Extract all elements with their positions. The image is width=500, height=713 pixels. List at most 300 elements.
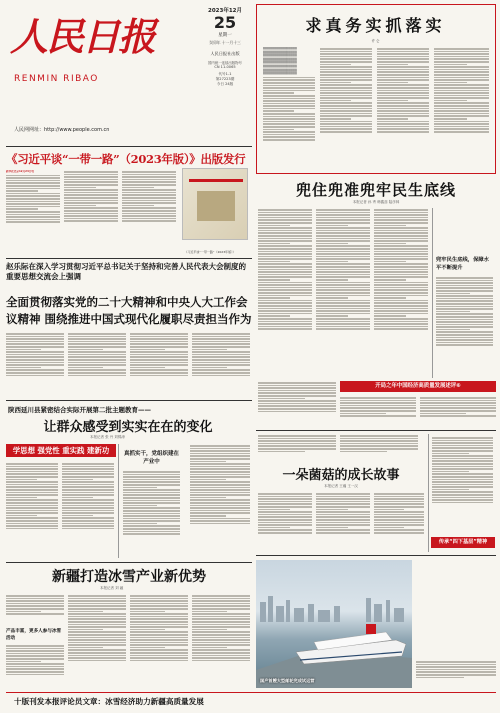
body-text-line [190,518,250,520]
bottom-line-title[interactable]: 兜住兜准兜牢民生底线 [295,181,456,199]
body-text-line [62,466,114,468]
body-text-line [316,302,370,304]
body-text-line [434,128,489,130]
body-text-line [432,484,493,486]
body-text-line [374,289,428,291]
xinjiang-title[interactable]: 新疆打造冰雪产业新优势 [52,569,206,585]
body-text-line [6,188,60,190]
body-text-line [374,253,428,255]
body-text-line [258,506,312,508]
body-text-line [432,460,493,462]
body-text-line [64,218,118,220]
body-text-line [374,326,428,328]
body-text-line [68,336,126,338]
body-text-line [258,326,312,328]
body-text-line [374,219,428,221]
body-text-line [123,523,157,525]
body-text-line [6,520,58,522]
body-text-line [263,77,315,79]
body-text-line [340,410,416,412]
body-text-line [62,484,114,486]
body-text-line [6,203,60,205]
body-text-line [122,210,176,212]
body-text-line [374,269,428,271]
body-text-line [377,131,429,133]
body-text-line [258,443,336,445]
body-text-line [192,343,250,345]
body-text-line [122,194,176,196]
body-text-line [436,319,493,321]
body-text-line [320,113,372,115]
divider-ship [256,555,496,556]
body-text-line [64,179,118,181]
body-text-line [6,666,64,668]
body-text-line [6,359,64,361]
body-text-line [6,603,64,605]
body-text-line [416,664,496,666]
body-text-line [377,102,429,104]
body-text-line [130,616,188,618]
body-text-line [263,118,315,120]
body-text-line [6,481,58,483]
body-text-line [6,336,64,338]
body-text-line [258,493,312,495]
body-text-line [123,489,180,491]
body-text-line [130,600,188,602]
body-text-line [190,445,250,447]
body-text-line [434,97,489,99]
body-text-line [320,123,372,125]
body-text-line [434,71,489,73]
zhao-body-col-4 [192,332,250,394]
body-text-line [6,473,58,475]
body-text-line [6,505,58,507]
body-text-line [377,92,429,94]
body-text-line [340,402,416,404]
body-text-line [432,471,469,473]
body-text-line [192,652,250,654]
body-text-line [62,502,114,504]
body-text-line [374,524,424,526]
body-text-line [258,305,312,307]
body-text-line [6,502,58,504]
body-text-line [122,197,176,199]
body-text-line [263,95,315,97]
shaanxi-byline: 本报记者 张 丹 刘锦涛 [90,435,125,439]
body-text-line [320,108,372,110]
body-text-line [6,528,58,530]
body-text-line [190,497,226,499]
body-text-line [377,128,429,130]
body-text-line [68,605,126,607]
masthead-weekday: 星期一 [218,33,232,38]
city-skyline [260,596,404,622]
body-text-line [258,435,336,437]
body-text-line [320,66,372,68]
body-text-line [263,103,315,105]
body-text-line [68,621,126,623]
ship-photo [256,560,412,688]
body-text-line [316,269,370,271]
masthead [0,0,250,146]
body-text-line [258,292,312,294]
body-text-line [68,349,103,351]
body-text-line [68,634,126,636]
body-text-line [192,618,250,620]
zhao-kicker[interactable]: 赵乐际在深入学习贯彻习近平总书记关于坚持和完善人民代表大会制度的重要思想交流会上强调 [6,262,246,281]
body-text-line [62,499,114,501]
body-text-line [130,613,188,615]
body-text-line [192,359,250,361]
body-text-line [434,100,467,102]
website-link[interactable]: http://www.people.com.cn [44,127,110,133]
body-text-line [130,611,165,613]
body-text-line [258,400,336,402]
body-text-line [6,375,64,377]
masthead-issn: 国内统一连续出版物号 [208,61,242,65]
body-text-line [432,458,493,460]
body-text-line [374,222,428,224]
body-text-line [416,666,496,668]
lead-body-col-1 [6,170,60,242]
body-text-line [130,336,188,338]
body-text-line [130,359,188,361]
body-text-line [258,405,336,407]
body-text-line [436,303,493,305]
body-text-line [130,655,188,657]
body-text-line [258,271,312,273]
body-text-line [377,61,429,63]
bottom-line-col-2 [316,208,370,378]
body-text-line [192,600,250,602]
body-text-line [377,74,429,76]
body-text-line [377,79,429,81]
divider-zhao [6,400,252,401]
zhao-title[interactable]: 全面贯彻落实党的二十大精神和中央人大工作会议精神 围绕推进中国式现代化履职尽责担当作为 [6,295,252,326]
mushroom-body-col-1 [258,492,312,552]
masthead-edition: 第27223期 [215,77,235,81]
body-text-line [6,668,64,670]
body-text-line [258,245,312,247]
body-text-line [62,520,114,522]
body-text-line [316,282,370,284]
body-text-line [130,644,188,646]
body-text-line [340,438,418,440]
body-text-line [123,505,157,507]
body-text-line [374,214,428,216]
body-text-line [6,354,64,356]
body-text-line [258,501,312,503]
small-side-box [118,444,184,558]
body-text-line [64,181,118,183]
body-text-line [432,450,493,452]
body-text-line [122,215,176,217]
body-text-line [68,631,126,633]
body-text-line [436,331,493,333]
body-text-line [123,507,180,509]
body-text-line [432,463,493,465]
body-text-line [434,79,489,81]
body-text-line [192,611,227,613]
study-banner [6,444,116,457]
body-text-line [420,400,496,402]
body-text-line [6,486,58,488]
body-text-line [122,202,176,204]
body-text-line [420,397,496,399]
xinjiang-subhead: 产品丰富，更多人参与冰雪活动 [6,629,62,641]
body-text-line [122,207,176,209]
body-text-line [64,176,118,178]
body-text-line [374,256,428,258]
body-text-line [434,56,489,58]
bottom-headline[interactable]: 十版刊发本报评论员文章：冰雪经济助力新疆高质量发展 [14,697,204,706]
body-text-line [190,474,250,476]
lead-title[interactable]: 《习近平谈“一带一路”（2023年版）》出版发行 [6,152,246,166]
body-text-line [432,455,493,457]
body-text-line [320,121,372,123]
body-text-line [420,413,466,415]
ship-photo-graphic [256,560,412,688]
body-text-line [122,189,176,191]
body-text-line [374,498,424,500]
body-text-line [432,466,493,468]
body-text-line [122,176,176,178]
body-text-line [6,367,41,369]
masthead-title: 人民日报 [10,14,155,59]
body-text-line [6,346,64,348]
small-side-body [123,470,180,560]
body-text-line [130,364,188,366]
body-text-line [374,212,428,214]
shaanxi-body-col-1 [6,462,58,558]
body-text-line [258,295,312,297]
body-text-line [316,532,370,534]
body-text-line [436,324,493,326]
body-text-line [316,222,370,224]
featured-commentary-box[interactable] [256,4,496,174]
body-text-line [316,318,370,320]
body-text-line [377,51,429,53]
body-text-line [258,300,312,302]
body-text-line [316,289,370,291]
body-text-line [258,214,312,216]
body-text-line [263,87,315,89]
body-text-line [436,298,493,300]
body-text-line [316,297,348,299]
body-text-line [374,300,428,302]
body-text-line [6,198,60,200]
body-text-line [320,69,372,71]
body-text-line [192,644,250,646]
body-text-line [374,532,424,534]
body-text-line [6,175,60,177]
body-text-line [190,494,250,496]
body-text-line [123,500,180,502]
body-text-line [6,468,58,470]
body-text-line [436,313,493,315]
body-text-line [340,407,416,409]
body-text-line [316,245,370,247]
body-text-line [377,118,408,120]
body-text-line [130,647,165,649]
body-text-line [434,77,489,79]
body-text-line [130,369,188,371]
body-text-line [432,473,493,475]
body-text-line [258,238,312,240]
body-text-line [6,489,58,491]
body-text-line [320,56,372,58]
body-text-line [258,248,312,250]
body-text-line [258,235,312,237]
body-text-line [432,445,493,447]
body-text-line [258,209,312,211]
body-text-line [122,220,176,222]
body-text-line [258,276,312,278]
right-mid-col-2 [340,396,416,427]
body-text-line [190,492,250,494]
body-text-line [130,626,188,628]
body-text-line [68,611,103,613]
mushroom-title[interactable]: 一朵菌菇的成长故事 [282,468,400,483]
body-text-line [6,595,64,597]
body-text-line [434,113,489,115]
body-text-line [320,102,372,104]
body-text-line [316,323,370,325]
body-text-line [6,476,58,478]
body-text-line [434,53,489,55]
body-text-line [68,367,103,369]
body-text-line [377,126,429,128]
body-text-line [316,266,370,268]
body-text-line [68,356,126,358]
body-text-line [436,293,470,295]
body-text-line [258,382,336,384]
body-text-line [320,48,372,50]
masthead-day: 25 [213,13,237,32]
body-text-line [6,349,41,351]
body-text-line [192,351,250,353]
body-text-line [320,115,372,117]
featured-title[interactable]: 求真务实抓落实 [305,16,446,35]
body-text-line [316,274,370,276]
lead-body-col-3 [122,170,176,242]
body-text-line [62,515,93,517]
body-text-line [377,97,429,99]
body-text-line [316,263,370,265]
body-text-line [130,598,188,600]
body-text-line [377,115,429,117]
body-text-line [123,515,180,517]
body-text-line [64,174,118,176]
body-text-line [320,77,372,79]
body-text-line [64,202,118,204]
body-text-line [258,395,336,397]
body-text-line [434,102,489,104]
body-text-line [192,629,227,631]
shaanxi-title[interactable]: 让群众感受到实实在在的变化 [43,420,213,435]
body-text-line [130,618,188,620]
body-text-line [258,503,312,505]
body-text-line [6,364,64,366]
bottom-red-rule [6,692,496,693]
body-text-line [316,238,370,240]
body-text-line [68,354,126,356]
body-text-line [374,501,424,503]
body-text-line [320,64,351,66]
body-text-line [68,362,126,364]
body-text-line [190,505,250,507]
body-text-line [122,205,154,207]
body-text-line [434,82,467,84]
body-text-line [434,118,467,120]
body-text-line [258,385,336,387]
body-text-line [316,328,370,330]
body-text-line [434,110,489,112]
masthead-pages: 今日 24版 [216,82,234,86]
body-text-line [432,491,493,493]
body-text-line [377,82,408,84]
body-text-line [68,608,126,610]
body-text-line [62,468,114,470]
xinjiang-body-col-1b [6,644,64,688]
body-text-line [258,302,312,304]
body-text-line [374,509,404,511]
body-text-line [62,497,93,499]
body-text-line [316,326,370,328]
body-text-line [316,284,370,286]
body-text-line [192,624,250,626]
body-text-line [320,128,372,130]
zhao-body-col-2 [68,332,126,394]
body-text-line [320,82,351,84]
body-text-line [130,595,188,597]
body-text-line [62,510,114,512]
body-text-line [258,251,312,253]
body-text-line [434,51,489,53]
body-text-line [130,621,188,623]
body-text-line [340,405,416,407]
body-text-line [434,90,489,92]
shaanxi-kicker[interactable]: 陕西延川县紧密结合实际开展第二批主题教育—— [8,406,151,414]
body-text-line [192,349,227,351]
body-text-line [432,489,469,491]
body-text-line [6,484,58,486]
body-text-line [130,634,188,636]
body-text-line [374,297,406,299]
body-text-line [436,295,493,297]
body-text-line [263,105,315,107]
right-col-title[interactable]: 兜牢民生底线，保障水平不断提升 [436,257,489,271]
body-text-line [320,92,372,94]
body-text-line [340,443,418,445]
body-text-line [192,346,250,348]
body-text-line [374,511,424,513]
small-side-title[interactable]: 真抓实干，党组织建在产业中 [123,451,179,465]
body-text-line [258,516,312,518]
body-text-line [192,598,250,600]
body-text-line [123,531,180,533]
body-text-line [316,514,370,516]
ship-funnel [366,624,376,634]
body-text-line [62,463,114,465]
body-text-line [258,390,336,392]
body-text-line [130,637,188,639]
right-mid-col-3 [420,396,496,427]
body-text-line [374,302,428,304]
mushroom-top-col-1 [258,434,336,462]
body-text-line [6,525,58,527]
website-prefix: 人民网网址： [14,127,45,133]
